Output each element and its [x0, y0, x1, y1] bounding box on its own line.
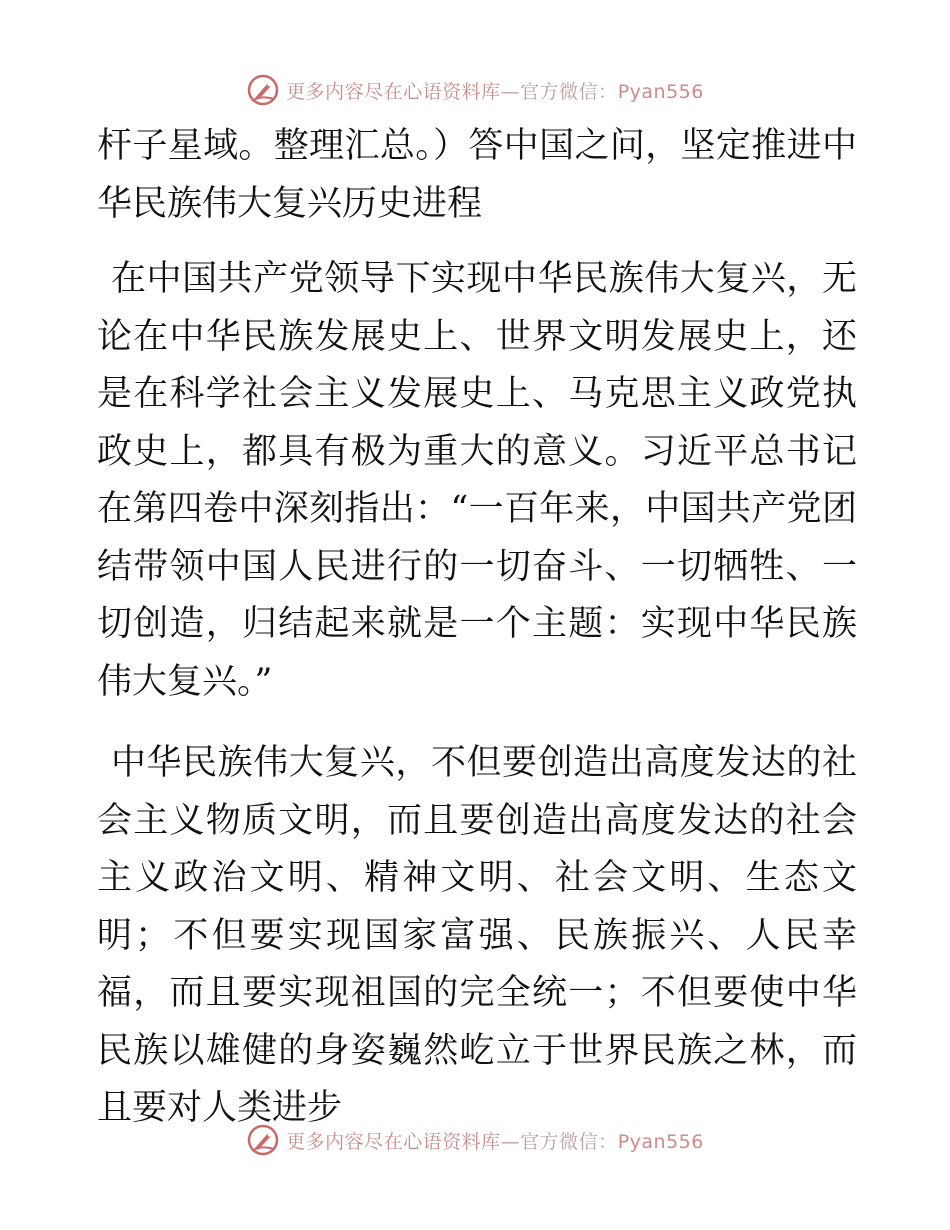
paragraph-3: 中华民族伟大复兴，不但要创造出高度发达的社会主义物质文明，而且要创造出高度发达的社会主义政治文明、精神文明、社会文明、生态文明；不但要实现国家富强、民族振兴、人民幸福，而且要实现祖国的完全统一；不但要使中华民族以雄健的身姿巍然屹立于世界民族之林，而且要对人类进步 [97, 743, 857, 1128]
watermark-wechat-id: Pyan556 [617, 1130, 704, 1153]
pen-nib-logo-icon [246, 1123, 280, 1157]
watermark-wechat-label: 官方微信： [520, 1130, 618, 1153]
watermark-text [286, 77, 704, 104]
pen-nib-logo-icon [246, 73, 280, 107]
header-watermark [0, 70, 950, 110]
watermark-main-text: 更多内容尽在心语资料库 [286, 80, 501, 103]
paragraph-1: 杆子星域。整理汇总。）答中国之问，坚定推进中华民族伟大复兴历史进程 [97, 126, 857, 224]
paragraph-2: 在中国共产党领导下实现中华民族伟大复兴，无论在中华民族发展史上、世界文明发展史上，还是在科学社会主义发展史上、马克思主义政党执政史上，都具有极为重大的意义。习近平总书记在第四卷中深刻指出：“一百年来，中国共产党团结带领中国人民进行的一切奋斗、一切牺牲、一切创造，归结起来就是一个主题：实现中华民族伟大复兴。” [97, 259, 857, 702]
watermark-separator: — [500, 1130, 521, 1153]
watermark-wechat-label: 官方微信： [520, 80, 618, 103]
watermark-wechat-id: Pyan556 [617, 80, 704, 103]
footer-watermark [0, 1120, 950, 1160]
watermark-separator: — [500, 80, 521, 103]
document-body [97, 118, 857, 1162]
watermark-text [286, 1127, 704, 1154]
watermark-main-text: 更多内容尽在心语资料库 [286, 1130, 501, 1153]
